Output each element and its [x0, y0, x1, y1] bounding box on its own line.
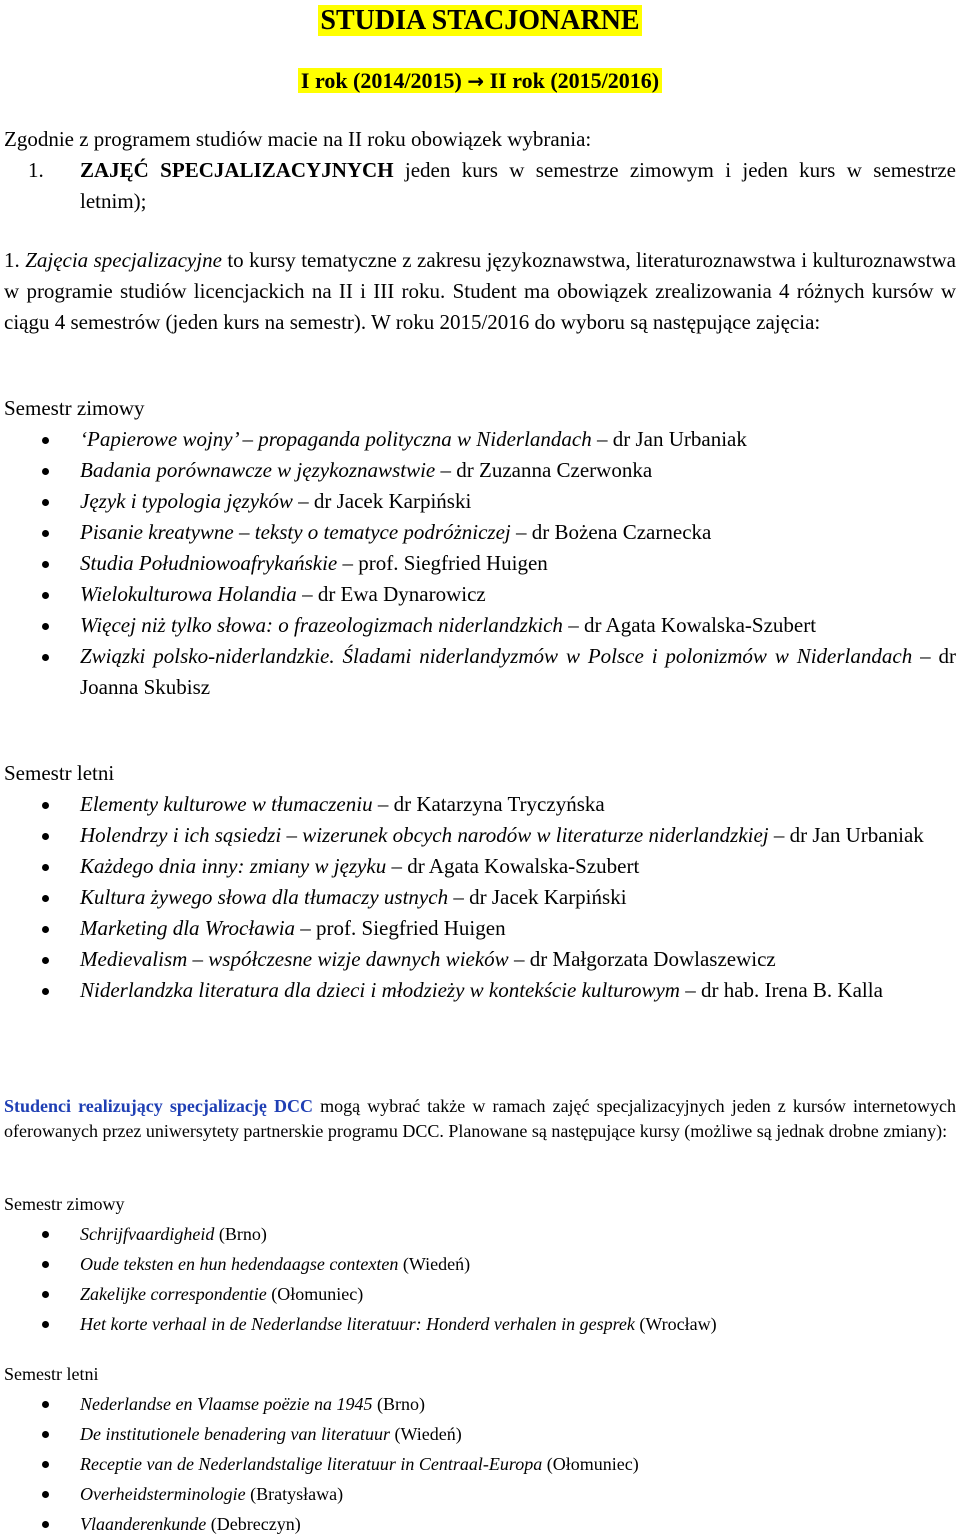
- bullet-icon: [42, 592, 49, 599]
- bullet-icon: [42, 895, 49, 902]
- course-title: Het korte verhaal in de Nederlandse literatuur: Honderd verhalen in gesprek: [80, 1314, 635, 1334]
- bullet-icon: [42, 654, 49, 661]
- list-item: [0, 1509, 956, 1539]
- list-item: [0, 1419, 956, 1449]
- bullet-icon: [42, 957, 49, 964]
- course-title: Nederlandse en Vlaamse poëzie na 1945: [80, 1394, 373, 1414]
- intro-item-number: 1.: [28, 158, 44, 182]
- spec-text: to kursy tematyczne z zakresu językoznawstwa, literaturoznawstwa i kulturoznawstwa w programie studiów licencjackich na II i III roku. Student ma obowiązek zrealizowania 4 różnych kursów w ciągu 4 semestrów (jeden kurs na semestr). W roku 2015/2016 do wyboru są następujące zajęcia:: [4, 248, 956, 334]
- list-item: [0, 486, 956, 517]
- subtitle-block: [0, 66, 960, 96]
- list-item: [0, 1249, 956, 1279]
- course-title: Schrijfvaardigheid: [80, 1224, 215, 1244]
- course-title: Zakelijke correspondentie: [80, 1284, 267, 1304]
- list-item: [0, 1279, 956, 1309]
- dcc-winter-list: [0, 1219, 956, 1339]
- course-title: Vlaanderenkunde: [80, 1514, 207, 1534]
- bullet-icon: [42, 1461, 49, 1468]
- course-title: Badania porównawcze w językoznawstwie: [80, 458, 436, 482]
- bullet-icon: [42, 561, 49, 568]
- bullet-icon: [42, 623, 49, 630]
- list-item: [0, 944, 956, 975]
- list-item: [0, 1479, 956, 1509]
- winter-course-list: [0, 424, 956, 703]
- course-title: Niderlandzka literatura dla dzieci i młodzieży w kontekście kulturowym: [80, 978, 680, 1002]
- list-item: [0, 913, 956, 944]
- intro-item-bold: ZAJĘĆ SPECJALIZACYJNYCH: [80, 158, 394, 182]
- course-title: ‘Papierowe wojny’ – propaganda polityczna w Niderlandach: [80, 427, 592, 451]
- course-teacher: – dr hab. Irena B. Kalla: [679, 978, 883, 1002]
- bullet-icon: [42, 437, 49, 444]
- course-title: De institutionele benadering van literatuur: [80, 1424, 390, 1444]
- list-item: [0, 882, 956, 913]
- list-item: [0, 641, 956, 703]
- intro-item-rest: jeden kurs w semestrze zimowym i jeden kurs w semestrze letnim);: [80, 158, 956, 213]
- page-title: STUDIA STACJONARNE: [320, 5, 640, 36]
- bullet-icon: [42, 1231, 49, 1238]
- course-title: Związki polsko-niderlandzkie. Śladami niderlandyzmów w Polsce i polonizmów w Niderlandach: [80, 644, 913, 668]
- course-teacher: – dr Jan Urbaniak: [768, 823, 924, 847]
- bullet-icon: [42, 864, 49, 871]
- bullet-icon: [42, 926, 49, 933]
- course-title: Holendrzy i ich sąsiedzi – wizerunek obcych narodów w literaturze niderlandzkiej: [80, 823, 769, 847]
- course-teacher: – dr Agata Kowalska-Szubert: [386, 854, 640, 878]
- list-item: [0, 975, 956, 1006]
- list-item: [0, 455, 956, 486]
- course-teacher: – dr Bożena Czarnecka: [510, 520, 712, 544]
- course-title: Kultura żywego słowa dla tłumaczy ustnych: [80, 885, 449, 909]
- course-teacher: – dr Małgorzata Dowlaszewicz: [508, 947, 776, 971]
- course-place: (Bratysława): [245, 1484, 344, 1504]
- subtitle-right: II rok (2015/2016): [484, 68, 660, 93]
- course-place: (Wrocław): [634, 1314, 717, 1334]
- course-title: Overheidsterminologie: [80, 1484, 246, 1504]
- bullet-icon: [42, 1291, 49, 1298]
- bullet-icon: [42, 1521, 49, 1528]
- summer-label: Semestr letni: [4, 761, 115, 785]
- course-teacher: – dr Agata Kowalska-Szubert: [562, 613, 817, 637]
- course-place: (Brno): [214, 1224, 267, 1244]
- winter-label: Semestr zimowy: [4, 396, 145, 420]
- course-place: (Debreczyn): [206, 1514, 301, 1534]
- dcc-winter-label: Semestr zimowy: [4, 1194, 125, 1214]
- course-title: Medievalism – współczesne wizje dawnych wieków: [80, 947, 509, 971]
- list-item: [0, 789, 956, 820]
- bullet-icon: [42, 499, 49, 506]
- course-place: (Ołomuniec): [266, 1284, 364, 1304]
- course-teacher: – dr Joanna Skubisz: [80, 644, 956, 699]
- list-item: [0, 1219, 956, 1249]
- list-item: [0, 1389, 956, 1419]
- dcc-paragraph: [4, 1094, 956, 1144]
- dcc-summer-label: Semestr letni: [4, 1364, 99, 1384]
- course-teacher: – dr Zuzanna Czerwonka: [435, 458, 653, 482]
- course-title: Receptie van de Nederlandstalige literatuur in Centraal-Europa: [80, 1454, 543, 1474]
- course-teacher: – prof. Siegfried Huigen: [295, 916, 506, 940]
- bullet-icon: [42, 833, 49, 840]
- list-item: [0, 820, 956, 851]
- bullet-icon: [42, 1431, 49, 1438]
- intro-line: Zgodnie z programem studiów macie na II roku obowiązek wybrania:: [4, 127, 592, 151]
- list-item: [0, 424, 956, 455]
- list-item: [0, 1309, 956, 1339]
- course-teacher: – dr Ewa Dynarowicz: [296, 582, 486, 606]
- dcc-bold: Studenci realizujący specjalizację DCC: [4, 1096, 313, 1116]
- course-title: Więcej niż tylko słowa: o frazeologizmach niderlandzkich: [80, 613, 563, 637]
- course-place: (Wiedeń): [389, 1424, 462, 1444]
- course-title: Pisanie kreatywne – teksty o tematyce podróżniczej: [80, 520, 511, 544]
- bullet-icon: [42, 1321, 49, 1328]
- list-item: [0, 517, 956, 548]
- course-teacher: – dr Jacek Karpiński: [292, 489, 472, 513]
- page-subtitle: [298, 68, 662, 93]
- list-item: [0, 548, 956, 579]
- course-teacher: – dr Jacek Karpiński: [448, 885, 627, 909]
- bullet-icon: [42, 802, 49, 809]
- course-title: Marketing dla Wrocławia: [80, 916, 296, 940]
- bullet-icon: [42, 468, 49, 475]
- title-block: [0, 4, 960, 38]
- bullet-icon: [42, 530, 49, 537]
- course-place: (Brno): [372, 1394, 425, 1414]
- summer-course-list: [0, 789, 956, 1006]
- bullet-icon: [42, 1261, 49, 1268]
- spec-italic: Zajęcia specjalizacyjne: [25, 248, 222, 272]
- spec-number: 1.: [4, 248, 20, 272]
- course-title: Elementy kulturowe w tłumaczeniu: [80, 792, 373, 816]
- arrow-right-icon: →: [467, 69, 485, 93]
- course-teacher: – prof. Siegfried Huigen: [337, 551, 548, 575]
- bullet-icon: [42, 1401, 49, 1408]
- course-place: (Wiedeń): [398, 1254, 471, 1274]
- intro-item: [80, 155, 956, 217]
- list-item: [0, 851, 956, 882]
- list-item: [0, 1449, 956, 1479]
- course-place: (Ołomuniec): [542, 1454, 639, 1474]
- bullet-icon: [42, 988, 49, 995]
- course-title: Oude teksten en hun hedendaagse contexten: [80, 1254, 399, 1274]
- spec-paragraph: [4, 245, 956, 338]
- course-teacher: – dr Jan Urbaniak: [591, 427, 747, 451]
- course-title: Wielokulturowa Holandia: [80, 582, 297, 606]
- dcc-summer-list: [0, 1389, 956, 1539]
- bullet-icon: [42, 1491, 49, 1498]
- course-title: Studia Południowoafrykańskie: [80, 551, 338, 575]
- course-teacher: – dr Katarzyna Tryczyńska: [372, 792, 605, 816]
- course-title: Język i typologia języków: [80, 489, 293, 513]
- list-item: [0, 610, 956, 641]
- dcc-text: mogą wybrać także w ramach zajęć specjalizacyjnych jeden z kursów internetowych oferowanych przez uniwersytety partnerskie programu DCC. Planowane są następujące kursy (możliwe są jednak drobne zmiany):: [4, 1096, 956, 1141]
- list-item: [0, 579, 956, 610]
- course-title: Każdego dnia inny: zmiany w języku: [80, 854, 387, 878]
- subtitle-left: I rok (2014/2015): [300, 68, 468, 93]
